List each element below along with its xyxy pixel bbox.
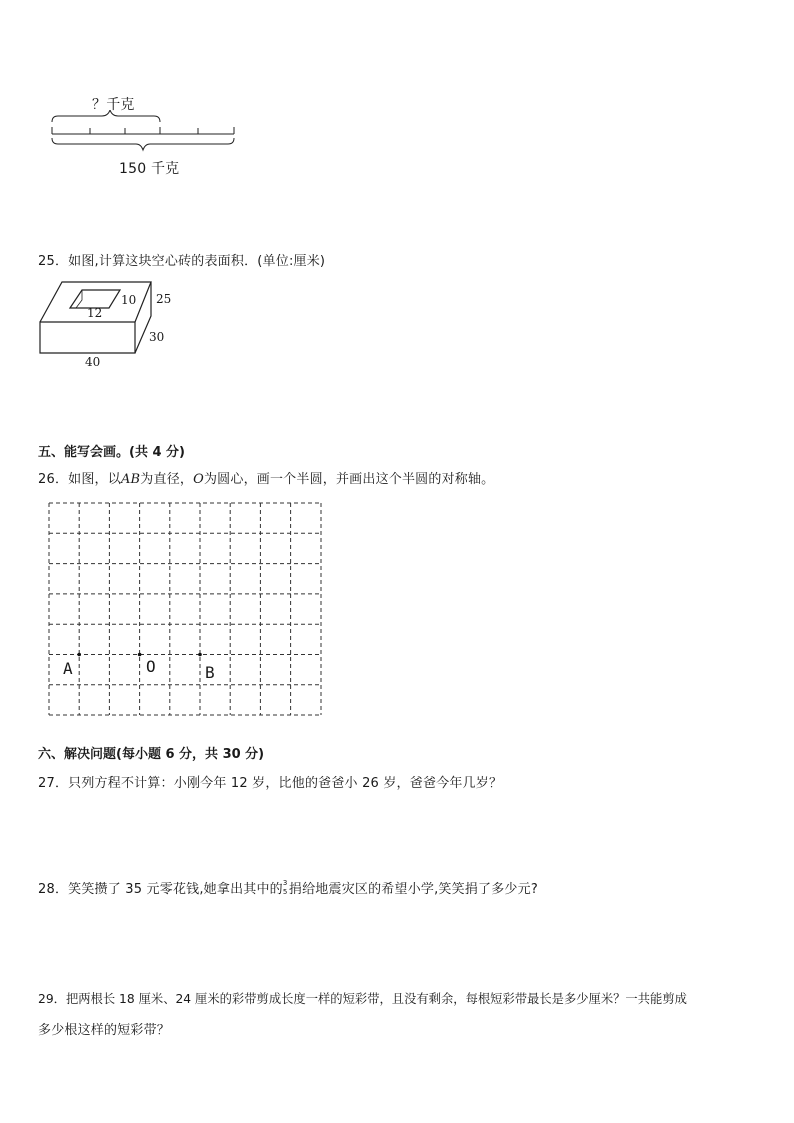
point-b-label: B	[205, 663, 215, 682]
depth-label: 30	[149, 330, 165, 344]
weight-diagram	[40, 92, 250, 182]
point-o-dot	[138, 653, 142, 657]
bottom-brace	[52, 138, 234, 150]
dashed-grid	[48, 502, 324, 718]
hollow-brick-figure	[36, 280, 176, 372]
grid-drawing	[48, 502, 324, 718]
diameter-label: AB	[120, 472, 141, 487]
question-27-text: 27．只列方程不计算：小刚今年 12 岁，比他的爸爸小 26 岁，爸爸今年几岁？	[38, 776, 503, 791]
section-6-heading: 六、解决问题(每小题 6 分，共 30 分)	[38, 747, 265, 762]
point-b-dot	[198, 653, 202, 657]
length-label: 40	[85, 355, 101, 369]
question-28-text: 28．笑笑攒了 35 元零花钱,她拿出其中的 3 5 捐给地震灾区的希望小学,笑笑捐了多少元?	[38, 879, 538, 897]
center-label: O	[193, 472, 204, 487]
section-5-heading: 五、能写会画。(共 4 分)	[38, 445, 185, 460]
hole-depth-label: 10	[121, 293, 137, 307]
point-a-label: A	[63, 659, 73, 678]
question-26-text: 26．如图，以AB为直径，O为圆心，画一个半圆，并画出这个半圆的对称轴。	[38, 472, 495, 487]
total-weight-label: 150 千克	[119, 161, 180, 177]
hollow-brick-drawing	[36, 280, 176, 372]
height-label: 25	[156, 292, 172, 306]
top-brace	[52, 110, 160, 122]
unknown-weight-label: ？千克	[92, 97, 135, 113]
point-o-label: O	[146, 657, 156, 676]
question-29-line-1: 29．把两根长 18 厘米、24 厘米的彩带剪成长度一样的短彩带，且没有剩余，每根短彩带最长是多少厘米？一共能剪成	[38, 992, 687, 1006]
question-25-text: 25．如图,计算这块空心砖的表面积．(单位:厘米)	[38, 254, 326, 269]
question-29-line-2: 多少根这样的短彩带？	[38, 1023, 171, 1038]
hole-width-label: 12	[87, 306, 103, 320]
point-a-dot	[77, 653, 81, 657]
fraction-three-fifths: 3 5	[282, 879, 288, 896]
